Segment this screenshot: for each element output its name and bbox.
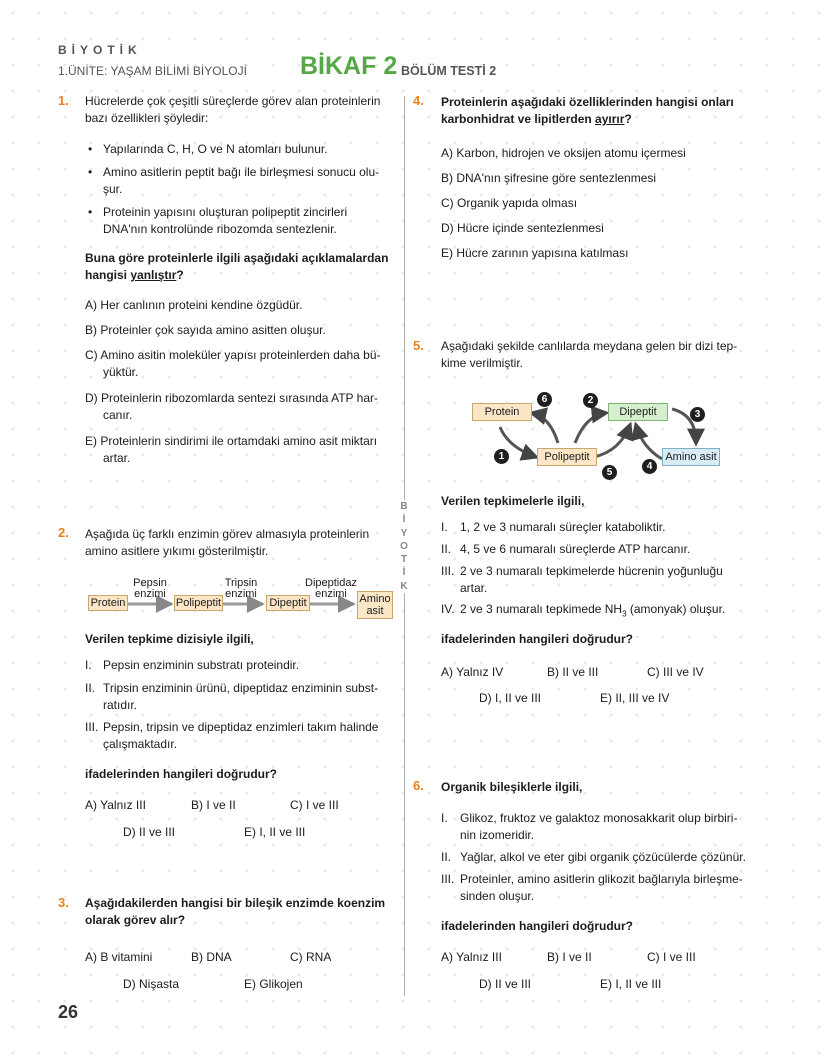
option-a[interactable]: A) Yalnız IV — [441, 665, 504, 679]
marker-4: 4 — [642, 459, 657, 474]
arrow-6 — [532, 413, 558, 443]
side-vertical-text: B İ Y O T İ K — [398, 500, 410, 593]
node-amino-asit: Amino asit — [662, 448, 720, 466]
option-a[interactable]: A) Her canlının proteini kendine özgüdür. — [85, 298, 303, 312]
cycle-arrows — [460, 385, 740, 485]
q1-bullet: • Proteinin yapısını oluşturan polipeptit zincirleri — [103, 204, 347, 222]
enzyme-label-tripsin: Tripsin enzimi — [224, 577, 258, 600]
diagram-arrows — [0, 0, 400, 630]
node-dipeptit: Dipeptit — [608, 403, 668, 421]
marker-2: 2 — [583, 393, 598, 408]
option-c[interactable]: C) Organik yapıda olması — [441, 196, 578, 210]
q1-question: Buna göre proteinlerle ilgili aşağıdaki açıklamalardan — [85, 251, 389, 265]
page-title: BİKAF 2 — [300, 52, 398, 80]
option-e[interactable]: E) Hücre zarının yapısına katılması — [441, 246, 629, 260]
option-d[interactable]: D) I, II ve III — [479, 691, 542, 705]
option-d[interactable]: D) Hücre içinde sentezlenmesi — [441, 221, 604, 235]
brand-label: BİYOTİK — [58, 43, 142, 57]
option-e[interactable]: E) II, III ve IV — [600, 691, 670, 705]
option-d[interactable]: D) II ve III — [123, 825, 176, 839]
question-number: 5. — [413, 338, 424, 353]
option-e[interactable]: E) I, II ve III — [244, 825, 306, 839]
question-number: 2. — [58, 525, 69, 540]
q1-intro-2: bazı özellikleri şöyledir: — [85, 111, 209, 125]
option-e[interactable]: E) Proteinlerin sindirimi ile ortamdaki amino asit miktarı — [85, 434, 378, 448]
arrow-5 — [594, 425, 630, 457]
box-polipeptit: Polipeptit — [175, 597, 222, 609]
option-b[interactable]: B) II ve III — [547, 665, 599, 679]
option-c[interactable]: C) I ve III — [290, 798, 339, 812]
option-c[interactable]: C) Amino asitin moleküler yapısı proteinlerden daha bü- — [85, 348, 381, 362]
arrow-4 — [636, 425, 662, 459]
option-b[interactable]: B) I ve II — [191, 798, 236, 812]
option-c[interactable]: C) RNA — [290, 950, 332, 964]
question-number: 1. — [58, 93, 69, 108]
enzyme-label-pepsin: Pepsin enzimi — [133, 577, 167, 600]
q1-question-2: hangisi yanlıştır? — [85, 268, 184, 282]
question-number: 4. — [413, 93, 424, 108]
box-amino-asit: Amino asit — [357, 591, 393, 619]
option-c[interactable]: C) III ve IV — [647, 665, 704, 679]
unit-label: 1.ÜNİTE: YAŞAM BİLİMİ BİYOLOJİ — [58, 64, 247, 78]
question-number: 6. — [413, 778, 424, 793]
page-number: 26 — [58, 1002, 79, 1022]
option-e[interactable]: E) Glikojen — [244, 977, 303, 991]
box-dipeptit: Dipeptit — [266, 595, 310, 611]
node-polipeptit: Polipeptit — [537, 448, 597, 466]
option-c[interactable]: C) I ve III — [647, 950, 696, 964]
q1-bullet: • Yapılarında C, H, O ve N atomları bulunur. — [103, 141, 328, 159]
option-b[interactable]: B) DNA — [191, 950, 232, 964]
option-b[interactable]: B) Proteinler çok sayıda amino asitten oluşur. — [85, 323, 326, 337]
option-a[interactable]: A) Karbon, hidrojen ve oksijen atomu içermesi — [441, 146, 686, 160]
option-e[interactable]: E) I, II ve III — [600, 977, 662, 991]
marker-5: 5 — [602, 465, 617, 480]
q1-intro-1: Hücrelerde çok çeşitli süreçlerde görev alan proteinlerin — [85, 94, 381, 108]
option-a[interactable]: A) Yalnız III — [441, 950, 502, 964]
option-d[interactable]: D) II ve III — [479, 977, 532, 991]
marker-6: 6 — [537, 392, 552, 407]
enzyme-label-dipeptidaz: Dipeptidaz enzimi — [305, 577, 357, 600]
option-a[interactable]: A) Yalnız III — [85, 798, 146, 812]
option-b[interactable]: B) I ve II — [547, 950, 592, 964]
page-subtitle: BÖLÜM TESTİ 2 — [401, 64, 497, 78]
option-a[interactable]: A) B vitamini — [85, 950, 153, 964]
option-d[interactable]: D) Nişasta — [123, 977, 180, 991]
arrow-2 — [575, 413, 606, 443]
option-d[interactable]: D) Proteinlerin ribozomlarda sentezi sırasında ATP har- — [85, 391, 379, 405]
box-protein: Protein — [88, 595, 128, 611]
marker-3: 3 — [690, 407, 705, 422]
question-number: 3. — [58, 895, 69, 910]
node-protein: Protein — [472, 403, 532, 421]
option-b[interactable]: B) DNA'nın şifresine göre sentezlenmesi — [441, 171, 657, 185]
q1-bullet: • Amino asitlerin peptit bağı ile birleşmesi sonucu olu- — [103, 164, 379, 182]
marker-1: 1 — [494, 449, 509, 464]
